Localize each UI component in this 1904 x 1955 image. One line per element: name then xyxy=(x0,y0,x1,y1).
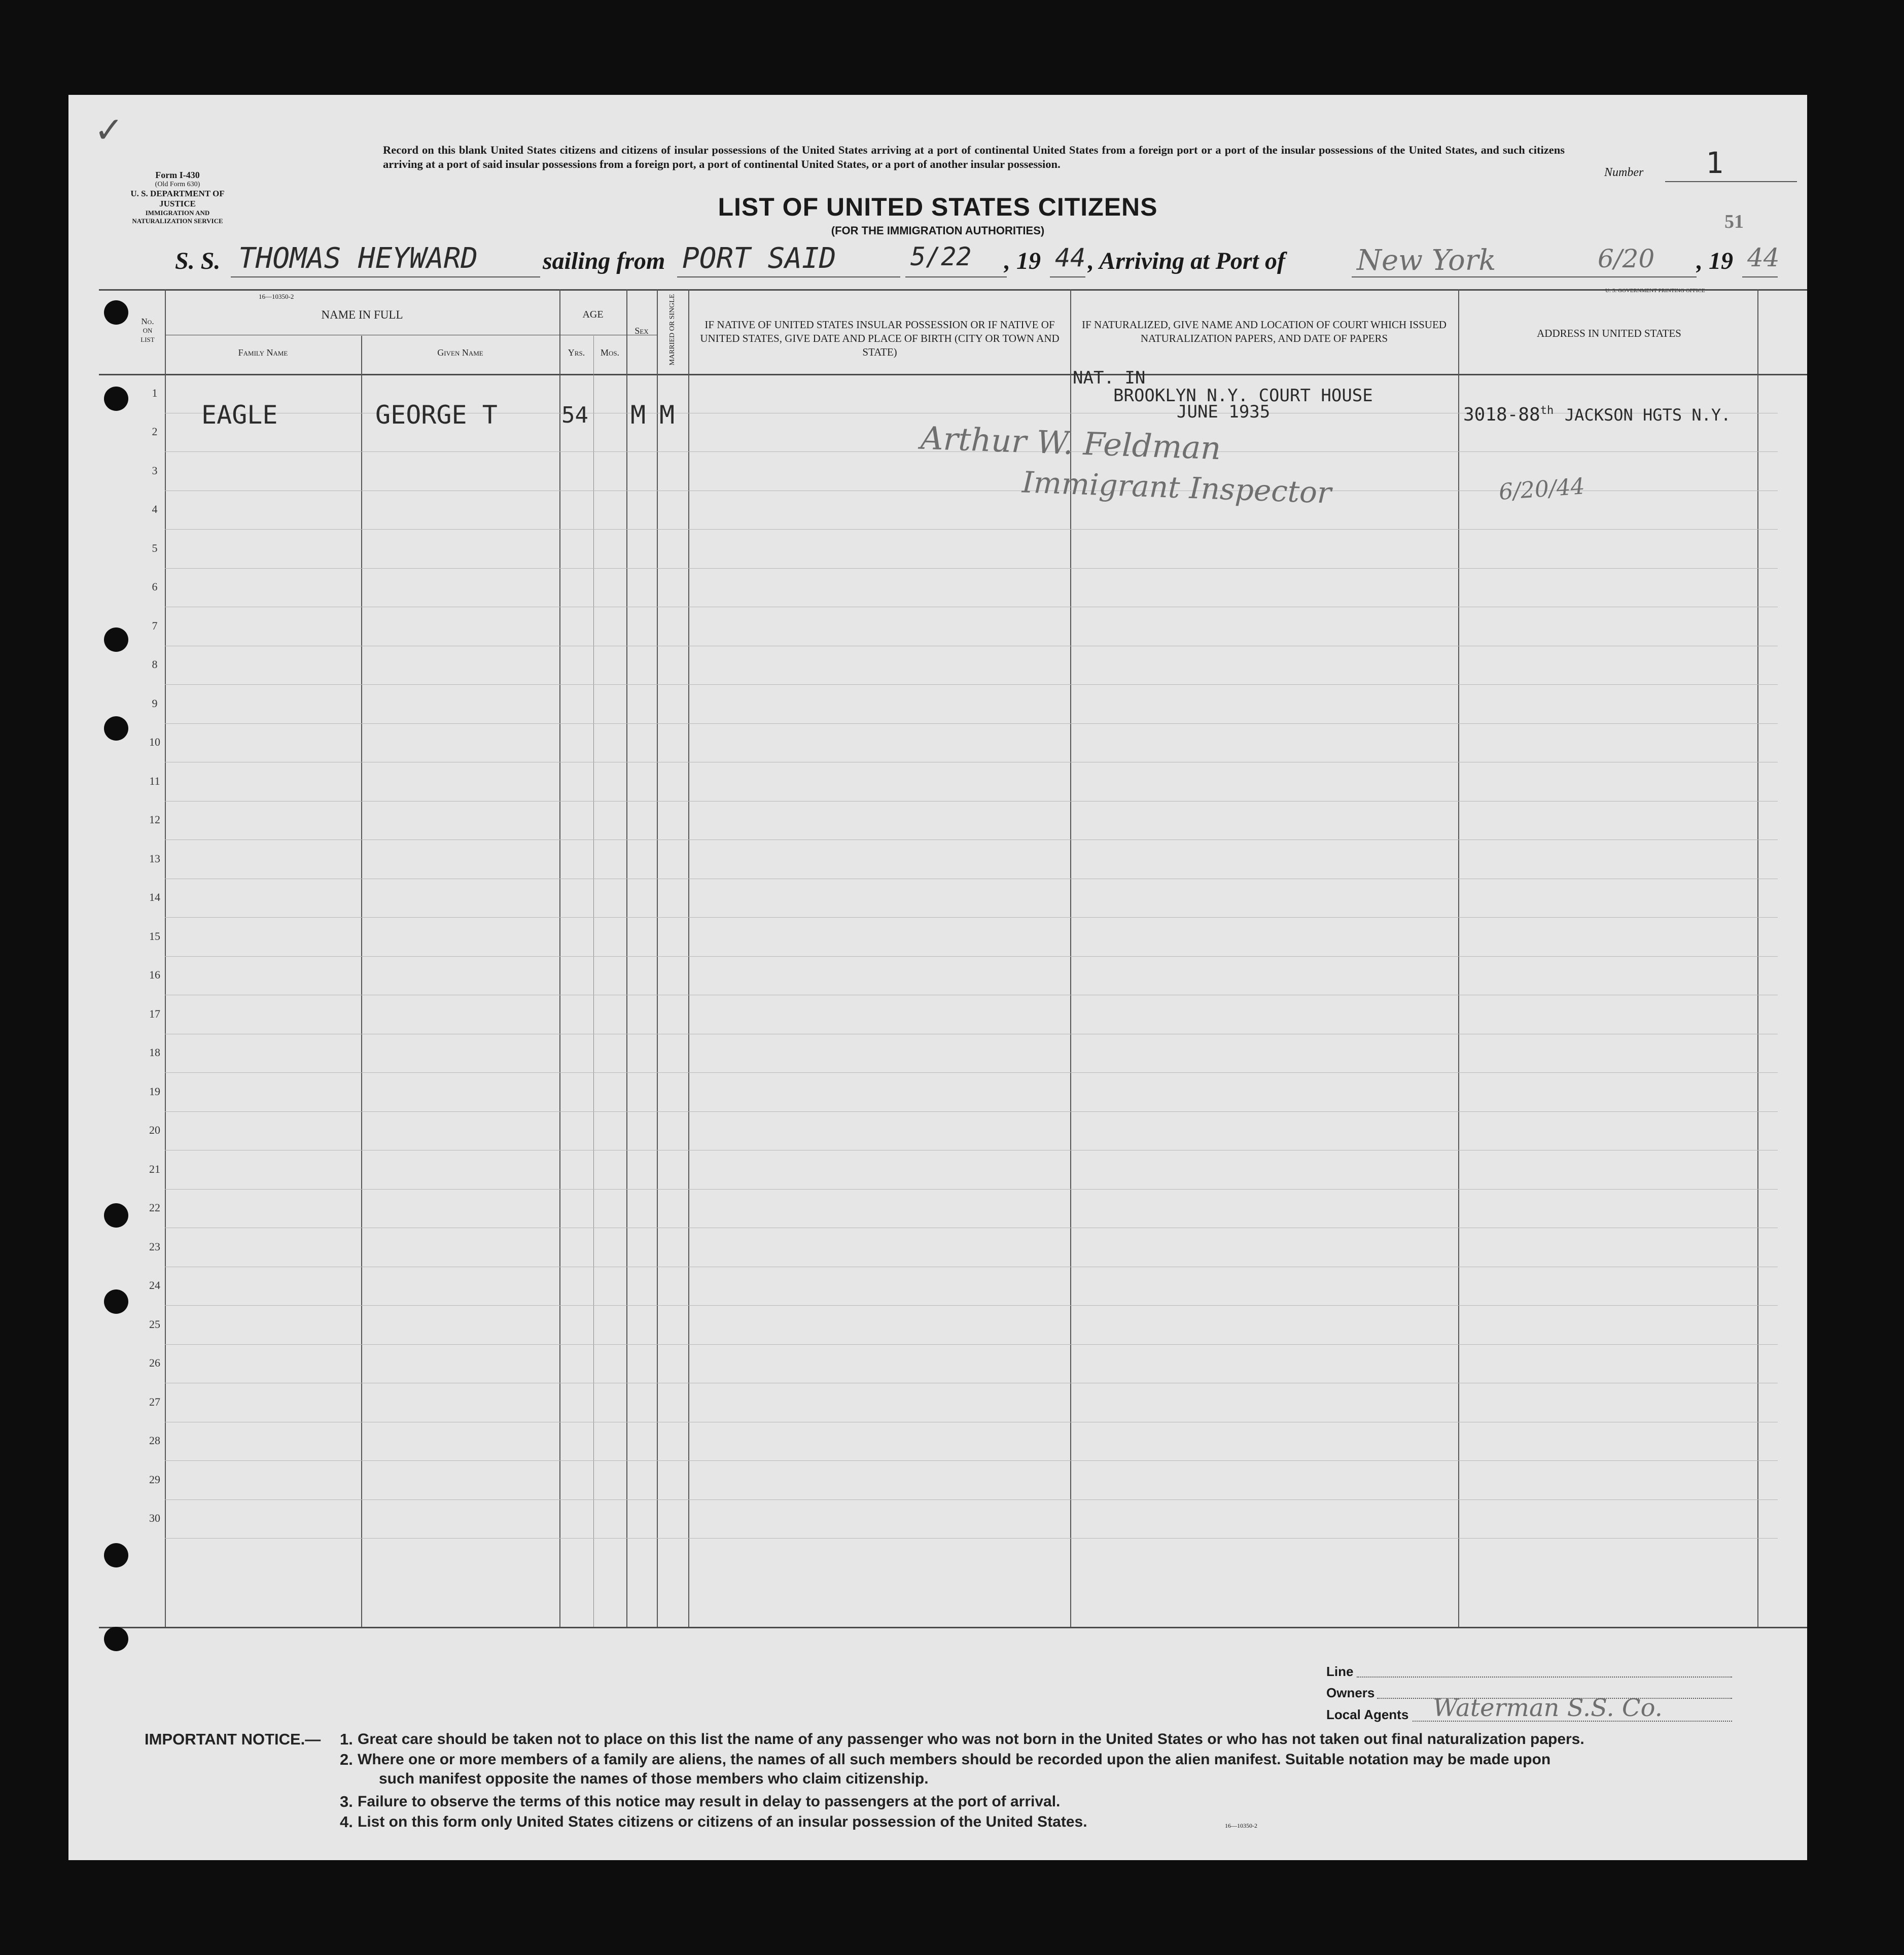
row-line xyxy=(165,1072,1778,1073)
number-label xyxy=(1604,146,1843,180)
row-number: 1 xyxy=(152,386,158,399)
number-value: 1 xyxy=(1706,146,1723,180)
header-on: ON xyxy=(143,327,153,334)
notice-item-4-number: 4. xyxy=(340,1813,353,1831)
document-subtitle: (FOR THE IMMIGRATION AUTHORITIES) xyxy=(831,224,1045,237)
entry-naturalization-line-2: BROOKLYN N.Y. COURT HOUSE xyxy=(1113,386,1373,406)
header-mos: Mos. xyxy=(600,347,620,358)
row-line xyxy=(165,917,1778,918)
row-number: 5 xyxy=(152,541,158,554)
row-number: 30 xyxy=(149,1512,160,1524)
row-number: 2 xyxy=(152,425,158,438)
row-line xyxy=(165,1499,1778,1500)
row-number: 17 xyxy=(149,1007,160,1020)
row-number: 21 xyxy=(149,1162,160,1175)
arrival-port: New York xyxy=(1357,244,1496,277)
row-number: 6 xyxy=(152,580,158,593)
notice-item-2-number: 2. xyxy=(340,1751,353,1768)
row-number: 13 xyxy=(149,852,160,865)
header-yrs: Yrs. xyxy=(568,347,585,358)
punch-hole xyxy=(104,1543,128,1567)
row-number: 16 xyxy=(149,968,160,981)
row-number: 29 xyxy=(149,1473,160,1486)
row-line xyxy=(165,1111,1778,1112)
row-number: 28 xyxy=(149,1434,160,1447)
row-line xyxy=(165,1460,1778,1461)
notice-item-1-number: 1. xyxy=(340,1730,353,1748)
row-number: 11 xyxy=(149,774,160,787)
form-number: Form I-430 xyxy=(155,170,200,180)
notice-item-3: Failure to observe the terms of this notice may result in delay to passengers at the port of arrival. xyxy=(358,1793,1061,1810)
header-naturalized: IF NATURALIZED, GIVE NAME AND LOCATION OF COURT WHICH ISSUED NATURALIZATION PAPERS, AND DATE OF PAPERS xyxy=(1082,319,1447,344)
year-prefix-departure: , 19 xyxy=(1004,248,1041,274)
entry-address-place: JACKSON HGTS N.Y. xyxy=(1564,405,1731,425)
row-number: 14 xyxy=(149,891,160,903)
entry-sex: M xyxy=(630,400,646,430)
header-age: AGE xyxy=(582,309,604,320)
header-no: No. xyxy=(141,317,154,326)
service-name: IMMIGRATION AND NATURALIZATION SERVICE xyxy=(132,209,223,225)
row-line xyxy=(165,1305,1778,1306)
check-mark: ✓ xyxy=(96,105,121,152)
department-name: U. S. DEPARTMENT OF JUSTICE xyxy=(130,189,225,208)
row-number: 4 xyxy=(152,503,158,515)
entry-age-yrs: 54 xyxy=(561,402,588,428)
row-number: 25 xyxy=(149,1317,160,1331)
entry-family-name: EAGLE xyxy=(201,400,278,430)
departure-port: PORT SAID xyxy=(682,242,836,275)
row-line xyxy=(165,529,1778,530)
notice-item-1: Great care should be taken not to place on this list the name of any passenger who was not born in the United States or who has not taken out final naturalization papers. xyxy=(358,1731,1584,1748)
row-number: 26 xyxy=(149,1356,160,1369)
header-no-on-list xyxy=(130,317,165,344)
row-number: 10 xyxy=(149,736,160,748)
notice-item-2b: such manifest opposite the names of those members who claim citizenship. xyxy=(379,1770,929,1787)
inspection-date: 6/20/44 xyxy=(1498,473,1586,505)
header-given-name: Given Name xyxy=(437,347,483,358)
entry-naturalization-line-1: NAT. IN xyxy=(1073,368,1146,388)
header-list: LIST xyxy=(140,336,155,343)
header-address: ADDRESS IN UNITED STATES xyxy=(1537,327,1681,339)
gpo-imprint: U. S. GOVERNMENT PRINTING OFFICE xyxy=(1605,288,1705,294)
line-label: Line xyxy=(1326,1664,1354,1679)
agents-value: Waterman S.S. Co. xyxy=(1433,1694,1663,1722)
row-number: 15 xyxy=(149,929,160,942)
row-number: 7 xyxy=(152,619,158,632)
punch-hole xyxy=(104,1627,128,1651)
voyage-line xyxy=(175,242,1798,283)
entry-given-name: GEORGE T xyxy=(375,400,498,430)
departure-date: 5/22 xyxy=(910,242,972,271)
row-number: 23 xyxy=(149,1240,160,1253)
notice-item-4: List on this form only United States citizens or citizens of an insular possession of the United States. xyxy=(358,1813,1087,1830)
old-form-number: (Old Form 630) xyxy=(155,181,200,188)
row-number: 9 xyxy=(152,696,158,710)
manifest-page xyxy=(68,95,1807,1860)
document-title: LIST OF UNITED STATES CITIZENS xyxy=(718,193,1158,221)
agents-label: Local Agents xyxy=(1326,1707,1409,1722)
row-line xyxy=(165,568,1778,569)
punch-hole xyxy=(104,1289,128,1314)
row-number: 18 xyxy=(149,1046,160,1059)
row-line xyxy=(165,1189,1778,1190)
page-stamp: 51 xyxy=(1724,211,1744,232)
header-married-or-single xyxy=(657,289,688,374)
year-prefix-arrival: , 19 xyxy=(1697,248,1733,274)
row-line xyxy=(165,723,1778,724)
ss-label: S. S. xyxy=(175,248,221,274)
punch-hole xyxy=(104,387,128,411)
arriving-label: , Arriving at Port of xyxy=(1088,248,1285,274)
entry-marital-status: M xyxy=(659,400,675,430)
header-family-name: Family Name xyxy=(238,347,288,358)
row-number: 24 xyxy=(149,1279,160,1291)
entry-address-number: 3018-88 xyxy=(1463,404,1540,425)
line-field xyxy=(1357,1677,1732,1678)
header-native: IF NATIVE OF UNITED STATES INSULAR POSSESSION OR IF NATIVE OF UNITED STATES, GIVE DATE AND PLACE OF BIRTH (CITY OR TOWN AND STATE) xyxy=(700,319,1060,358)
arrival-date: 6/20 xyxy=(1598,244,1655,273)
header-married-text: MARRIED OR SINGLE xyxy=(668,294,676,366)
notice-item-3-number: 3. xyxy=(340,1793,353,1810)
inspector-title: Immigrant Inspector xyxy=(1021,465,1332,510)
ship-name: THOMAS HEYWARD xyxy=(238,242,478,275)
row-number: 27 xyxy=(149,1395,160,1408)
row-line xyxy=(165,956,1778,957)
punch-hole xyxy=(104,716,128,741)
punch-hole xyxy=(104,300,128,325)
header-sex: Sex xyxy=(634,326,649,336)
punch-hole xyxy=(104,1203,128,1228)
instruction-text: Record on this blank United States citizens and citizens of insular possessions of the United States arriving at a port of continental United States from a foreign port or a port of the insular possessions of the United States, and such citizens arriving at a port of said insular possessions from a foreign port, a port of continental United States, or a port of another insular possession. xyxy=(383,144,1565,170)
entry-address xyxy=(1463,404,1731,425)
sailing-label: sailing from xyxy=(543,248,665,274)
row-line xyxy=(165,1344,1778,1345)
notice-item-2a: Where one or more members of a family are aliens, the names of all such members should be recorded upon the alien manifest. Suitable notation may be made upon xyxy=(358,1751,1551,1768)
table-top-border xyxy=(99,289,1807,291)
departure-year: 44 xyxy=(1055,243,1086,272)
row-number: 22 xyxy=(149,1201,160,1214)
row-number: 3 xyxy=(152,464,158,477)
row-number: 20 xyxy=(149,1124,160,1136)
table-bottom-border xyxy=(99,1627,1807,1628)
entry-address-suffix: th xyxy=(1540,404,1554,417)
arrival-year: 44 xyxy=(1747,243,1780,272)
print-code-bottom: 16—10350-2 xyxy=(1225,1822,1257,1829)
row-line xyxy=(165,1538,1778,1539)
inspector-signature: Arthur W. Feldman xyxy=(920,419,1222,467)
print-code-top: 16—10350-2 xyxy=(259,293,294,300)
notice-title: IMPORTANT NOTICE.— xyxy=(145,1730,321,1748)
owners-label: Owners xyxy=(1326,1685,1375,1700)
header-name-in-full: NAME IN FULL xyxy=(321,308,403,321)
table-header-bottom xyxy=(99,374,1807,375)
row-number: 12 xyxy=(149,813,160,826)
entry-naturalization-line-3: JUNE 1935 xyxy=(1177,402,1271,422)
row-number: 19 xyxy=(149,1085,160,1098)
row-number: 8 xyxy=(152,658,158,671)
number-caption: Number xyxy=(1604,166,1644,179)
row-line xyxy=(165,684,1778,685)
punch-hole xyxy=(104,627,128,652)
